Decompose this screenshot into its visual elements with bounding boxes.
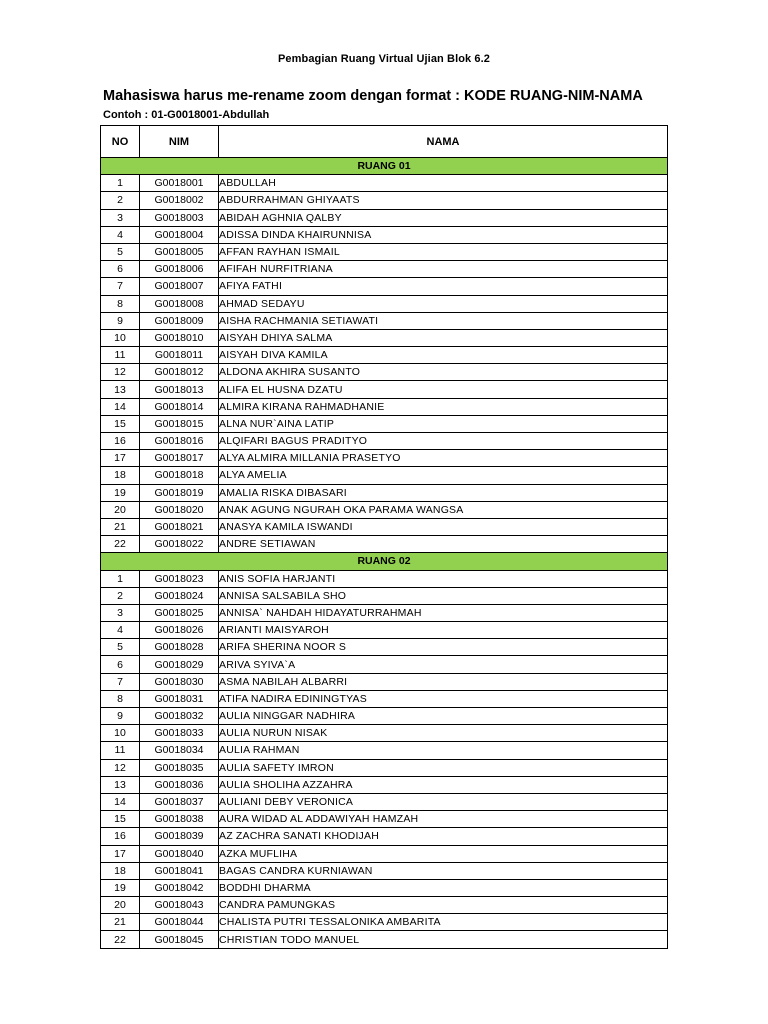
table-row xyxy=(101,862,668,879)
student-name: CANDRA PAMUNGKAS xyxy=(219,897,668,914)
student-name: ADISSA DINDA KHAIRUNNISA xyxy=(219,226,668,243)
table-row xyxy=(101,295,668,312)
student-nim: G0018031 xyxy=(140,690,219,707)
student-name: AULIA SAFETY IMRON xyxy=(219,759,668,776)
student-name: ABDULLAH xyxy=(219,175,668,192)
table-row xyxy=(101,587,668,604)
table-row xyxy=(101,742,668,759)
row-number: 12 xyxy=(101,364,140,381)
row-number: 8 xyxy=(101,690,140,707)
row-number: 12 xyxy=(101,759,140,776)
room-assignment-table xyxy=(100,125,668,949)
row-number: 10 xyxy=(101,725,140,742)
row-number: 8 xyxy=(101,295,140,312)
row-number: 14 xyxy=(101,793,140,810)
student-name: ATIFA NADIRA EDININGTYAS xyxy=(219,690,668,707)
row-number: 2 xyxy=(101,587,140,604)
student-nim: G0018020 xyxy=(140,501,219,518)
row-number: 18 xyxy=(101,467,140,484)
room-name: RUANG 01 xyxy=(101,158,668,175)
header-nama: NAMA xyxy=(219,126,668,158)
table-row xyxy=(101,776,668,793)
student-name: AISHA RACHMANIA SETIAWATI xyxy=(219,312,668,329)
student-name: ANIS SOFIA HARJANTI xyxy=(219,570,668,587)
table-row xyxy=(101,518,668,535)
table-row xyxy=(101,467,668,484)
student-nim: G0018043 xyxy=(140,897,219,914)
room-header-row xyxy=(101,553,668,570)
student-nim: G0018037 xyxy=(140,793,219,810)
student-nim: G0018009 xyxy=(140,312,219,329)
student-name: BAGAS CANDRA KURNIAWAN xyxy=(219,862,668,879)
table-body xyxy=(101,158,668,949)
student-nim: G0018002 xyxy=(140,192,219,209)
student-name: ANAK AGUNG NGURAH OKA PARAMA WANGSA xyxy=(219,501,668,518)
student-nim: G0018024 xyxy=(140,587,219,604)
student-nim: G0018033 xyxy=(140,725,219,742)
table-row xyxy=(101,243,668,260)
student-nim: G0018041 xyxy=(140,862,219,879)
row-number: 6 xyxy=(101,261,140,278)
row-number: 7 xyxy=(101,278,140,295)
student-nim: G0018007 xyxy=(140,278,219,295)
student-name: ALIFA EL HUSNA DZATU xyxy=(219,381,668,398)
student-name: AULIA SHOLIHA AZZAHRA xyxy=(219,776,668,793)
row-number: 6 xyxy=(101,656,140,673)
student-nim: G0018014 xyxy=(140,398,219,415)
table-header xyxy=(101,126,668,158)
student-nim: G0018005 xyxy=(140,243,219,260)
table-row xyxy=(101,415,668,432)
row-number: 2 xyxy=(101,192,140,209)
row-number: 4 xyxy=(101,622,140,639)
student-nim: G0018034 xyxy=(140,742,219,759)
table-row xyxy=(101,622,668,639)
row-number: 1 xyxy=(101,175,140,192)
student-name: AISYAH DIVA KAMILA xyxy=(219,347,668,364)
table-row xyxy=(101,433,668,450)
student-name: AULIA RAHMAN xyxy=(219,742,668,759)
student-name: ANDRE SETIAWAN xyxy=(219,536,668,553)
header-nim: NIM xyxy=(140,126,219,158)
student-nim: G0018025 xyxy=(140,604,219,621)
student-nim: G0018036 xyxy=(140,776,219,793)
student-name: ARIANTI MAISYAROH xyxy=(219,622,668,639)
row-number: 1 xyxy=(101,570,140,587)
table-row xyxy=(101,673,668,690)
student-name: CHALISTA PUTRI TESSALONIKA AMBARITA xyxy=(219,914,668,931)
table-row xyxy=(101,450,668,467)
row-number: 20 xyxy=(101,897,140,914)
student-name: ANNISA SALSABILA SHO xyxy=(219,587,668,604)
row-number: 21 xyxy=(101,518,140,535)
student-nim: G0018035 xyxy=(140,759,219,776)
table-row xyxy=(101,828,668,845)
student-nim: G0018018 xyxy=(140,467,219,484)
student-nim: G0018017 xyxy=(140,450,219,467)
student-name: ABIDAH AGHNIA QALBY xyxy=(219,209,668,226)
row-number: 19 xyxy=(101,879,140,896)
student-nim: G0018015 xyxy=(140,415,219,432)
room-name: RUANG 02 xyxy=(101,553,668,570)
row-number: 3 xyxy=(101,604,140,621)
student-nim: G0018012 xyxy=(140,364,219,381)
student-name: AFIFAH NURFITRIANA xyxy=(219,261,668,278)
student-nim: G0018026 xyxy=(140,622,219,639)
student-nim: G0018029 xyxy=(140,656,219,673)
student-nim: G0018006 xyxy=(140,261,219,278)
table-row xyxy=(101,604,668,621)
student-nim: G0018039 xyxy=(140,828,219,845)
student-name: ALNA NUR`AINA LATIP xyxy=(219,415,668,432)
student-nim: G0018004 xyxy=(140,226,219,243)
table-row xyxy=(101,192,668,209)
table-row xyxy=(101,501,668,518)
table-row xyxy=(101,209,668,226)
student-name: ALYA AMELIA xyxy=(219,467,668,484)
student-nim: G0018013 xyxy=(140,381,219,398)
student-nim: G0018023 xyxy=(140,570,219,587)
student-name: CHRISTIAN TODO MANUEL xyxy=(219,931,668,948)
table-row xyxy=(101,278,668,295)
student-name: AFFAN RAYHAN ISMAIL xyxy=(219,243,668,260)
row-number: 16 xyxy=(101,433,140,450)
student-name: ANNISA` NAHDAH HIDAYATURRAHMAH xyxy=(219,604,668,621)
student-name: ANASYA KAMILA ISWANDI xyxy=(219,518,668,535)
row-number: 5 xyxy=(101,639,140,656)
table-row xyxy=(101,759,668,776)
student-name: ARIVA SYIVA`A xyxy=(219,656,668,673)
student-name: ASMA NABILAH ALBARRI xyxy=(219,673,668,690)
table-row xyxy=(101,811,668,828)
row-number: 4 xyxy=(101,226,140,243)
table-row xyxy=(101,381,668,398)
student-name: ALDONA AKHIRA SUSANTO xyxy=(219,364,668,381)
student-nim: G0018003 xyxy=(140,209,219,226)
table-row xyxy=(101,364,668,381)
student-name: AFIYA FATHI xyxy=(219,278,668,295)
rename-example: Contoh : 01-G0018001-Abdullah xyxy=(103,109,270,121)
row-number: 17 xyxy=(101,450,140,467)
row-number: 13 xyxy=(101,776,140,793)
student-name: ALYA ALMIRA MILLANIA PRASETYO xyxy=(219,450,668,467)
student-name: AULIANI DEBY VERONICA xyxy=(219,793,668,810)
student-nim: G0018008 xyxy=(140,295,219,312)
table-row xyxy=(101,175,668,192)
table-row xyxy=(101,931,668,948)
document-title: Pembagian Ruang Virtual Ujian Blok 6.2 xyxy=(277,53,491,65)
student-name: AZ ZACHRA SANATI KHODIJAH xyxy=(219,828,668,845)
row-number: 9 xyxy=(101,312,140,329)
table-row xyxy=(101,879,668,896)
row-number: 19 xyxy=(101,484,140,501)
row-number: 20 xyxy=(101,501,140,518)
student-name: BODDHI DHARMA xyxy=(219,879,668,896)
table-row xyxy=(101,845,668,862)
table-row xyxy=(101,312,668,329)
student-nim: G0018030 xyxy=(140,673,219,690)
table-row xyxy=(101,536,668,553)
row-number: 17 xyxy=(101,845,140,862)
student-nim: G0018022 xyxy=(140,536,219,553)
student-name: ARIFA SHERINA NOOR S xyxy=(219,639,668,656)
room-header-row xyxy=(101,158,668,175)
student-nim: G0018040 xyxy=(140,845,219,862)
header-row xyxy=(101,126,668,158)
table-row xyxy=(101,261,668,278)
student-name: AHMAD SEDAYU xyxy=(219,295,668,312)
table-row xyxy=(101,484,668,501)
table-row xyxy=(101,570,668,587)
table-row xyxy=(101,329,668,346)
row-number: 5 xyxy=(101,243,140,260)
student-nim: G0018044 xyxy=(140,914,219,931)
row-number: 13 xyxy=(101,381,140,398)
student-nim: G0018001 xyxy=(140,175,219,192)
table-row xyxy=(101,690,668,707)
student-nim: G0018032 xyxy=(140,708,219,725)
table-row xyxy=(101,347,668,364)
row-number: 15 xyxy=(101,415,140,432)
student-nim: G0018045 xyxy=(140,931,219,948)
row-number: 18 xyxy=(101,862,140,879)
student-nim: G0018028 xyxy=(140,639,219,656)
header-no: NO xyxy=(101,126,140,158)
row-number: 11 xyxy=(101,347,140,364)
student-nim: G0018042 xyxy=(140,879,219,896)
row-number: 15 xyxy=(101,811,140,828)
student-name: ABDURRAHMAN GHIYAATS xyxy=(219,192,668,209)
table-row xyxy=(101,656,668,673)
student-nim: G0018019 xyxy=(140,484,219,501)
row-number: 22 xyxy=(101,931,140,948)
table-row xyxy=(101,725,668,742)
row-number: 3 xyxy=(101,209,140,226)
student-nim: G0018016 xyxy=(140,433,219,450)
row-number: 11 xyxy=(101,742,140,759)
table-row xyxy=(101,639,668,656)
student-name: AULIA NINGGAR NADHIRA xyxy=(219,708,668,725)
table-row xyxy=(101,793,668,810)
row-number: 22 xyxy=(101,536,140,553)
student-name: AULIA NURUN NISAK xyxy=(219,725,668,742)
row-number: 9 xyxy=(101,708,140,725)
table-row xyxy=(101,914,668,931)
student-name: ALMIRA KIRANA RAHMADHANIE xyxy=(219,398,668,415)
table-row xyxy=(101,708,668,725)
student-name: AMALIA RISKA DIBASARI xyxy=(219,484,668,501)
row-number: 14 xyxy=(101,398,140,415)
row-number: 16 xyxy=(101,828,140,845)
rename-instruction: Mahasiswa harus me-rename zoom dengan format : KODE RUANG-NIM-NAMA xyxy=(103,88,643,104)
student-name: AISYAH DHIYA SALMA xyxy=(219,329,668,346)
student-nim: G0018021 xyxy=(140,518,219,535)
student-name: AZKA MUFLIHA xyxy=(219,845,668,862)
student-nim: G0018010 xyxy=(140,329,219,346)
student-nim: G0018038 xyxy=(140,811,219,828)
row-number: 10 xyxy=(101,329,140,346)
table-row xyxy=(101,226,668,243)
student-nim: G0018011 xyxy=(140,347,219,364)
row-number: 21 xyxy=(101,914,140,931)
row-number: 7 xyxy=(101,673,140,690)
table-row xyxy=(101,897,668,914)
student-name: ALQIFARI BAGUS PRADITYO xyxy=(219,433,668,450)
table-row xyxy=(101,398,668,415)
student-name: AURA WIDAD AL ADDAWIYAH HAMZAH xyxy=(219,811,668,828)
